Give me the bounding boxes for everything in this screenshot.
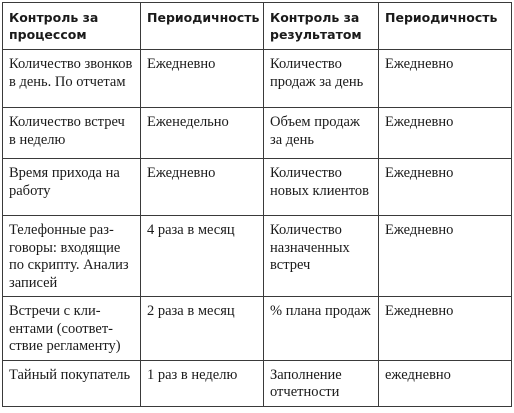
table-row: [3, 159, 512, 216]
result-frequency-cell: Ежедневно: [379, 50, 512, 108]
process-frequency-cell: 1 раз в неделю: [141, 360, 264, 406]
result-control-cell: Количество продаж за день: [264, 50, 379, 108]
result-frequency-cell: Ежедневно: [379, 159, 512, 216]
process-result-control-table: [2, 2, 512, 407]
result-control-cell: Количество назначенных встреч: [264, 216, 379, 297]
header-result-frequency: Периодичность: [379, 3, 512, 50]
result-frequency-cell: ежедневно: [379, 360, 512, 406]
result-control-cell: % плана продаж: [264, 297, 379, 361]
process-control-cell: Телефонные разговоры: входящие по скрипту. Анализ записей: [3, 216, 141, 297]
header-result-control: Контроль за результатом: [264, 3, 379, 50]
process-control-cell: Время прихода на работу: [3, 159, 141, 216]
process-frequency-cell: Еженедельно: [141, 108, 264, 159]
header-process-control: Контроль за процессом: [3, 3, 141, 50]
process-control-cell: Количество звонков в день. По отчетам: [3, 50, 141, 108]
result-frequency-cell: Ежедневно: [379, 108, 512, 159]
process-control-cell: Количество встреч в неделю: [3, 108, 141, 159]
header-process-frequency: Периодичность: [141, 3, 264, 50]
table-row: [3, 297, 512, 361]
result-control-cell: Объем продаж за день: [264, 108, 379, 159]
table-row: [3, 50, 512, 108]
process-frequency-cell: 2 раза в месяц: [141, 297, 264, 361]
table-row: [3, 360, 512, 406]
result-control-cell: Количество новых клиентов: [264, 159, 379, 216]
table-header-row: [3, 3, 512, 50]
result-control-cell: Заполнение отчетности: [264, 360, 379, 406]
process-frequency-cell: Ежедневно: [141, 50, 264, 108]
process-frequency-cell: Ежедневно: [141, 159, 264, 216]
result-frequency-cell: Ежедневно: [379, 216, 512, 297]
process-control-cell: Встречи с клиентами (соответствие регламенту): [3, 297, 141, 361]
process-frequency-cell: 4 раза в месяц: [141, 216, 264, 297]
table-row: [3, 216, 512, 297]
process-control-cell: Тайный покупатель: [3, 360, 141, 406]
table-row: [3, 108, 512, 159]
result-frequency-cell: Ежедневно: [379, 297, 512, 361]
